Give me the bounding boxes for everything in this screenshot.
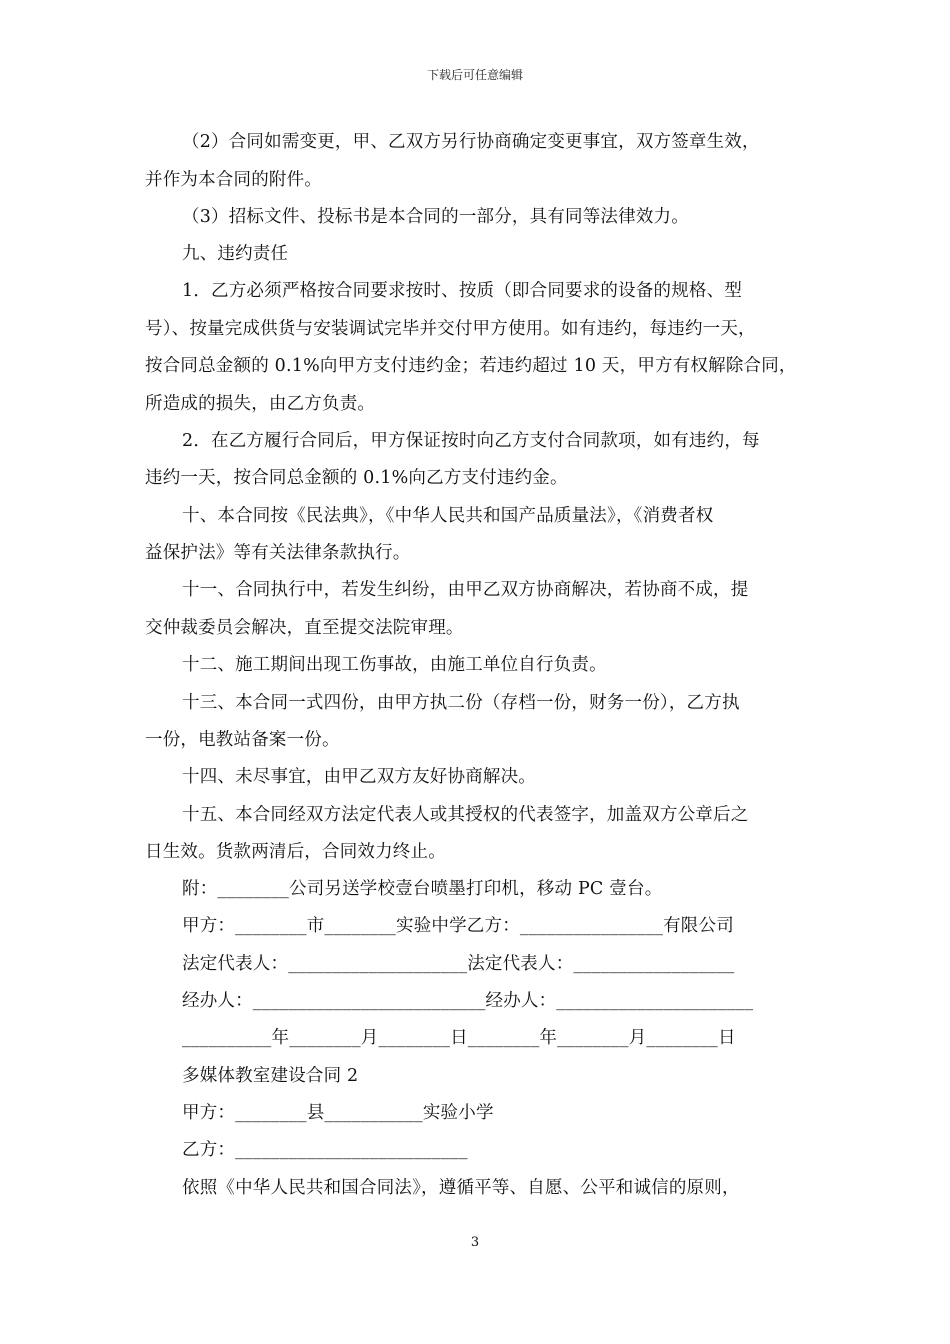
- section-11-line-2: 交仲裁委员会解决，直至提交法院审理。: [145, 618, 464, 638]
- contract-2-preamble: 依照《中华人民共和国合同法》，遵循平等、自愿、公平和诚信的原则，: [182, 1178, 740, 1198]
- section-13-line-2: 一份，电教站备案一份。: [145, 730, 340, 750]
- clause-9-1-line-2: 号）、按量完成供货与安装调试完毕并交付甲方使用。如有违约，每违约一天，: [145, 319, 756, 339]
- section-15-line-2: 日生效。货款两清后，合同效力终止。: [145, 842, 446, 862]
- section-12: 十二、施工期间出现工伤事故，由施工单位自行负责。: [182, 655, 607, 675]
- attachment-note: 附：________公司另送学校壹台喷墨打印机，移动 PC 壹台。: [182, 879, 663, 899]
- section-11-line-1: 十一、合同执行中，若发生纠纷，由甲乙双方协商解决，若协商不成，提: [182, 580, 749, 600]
- party-a-b-line: 甲方：________市________实验中学乙方：________________有限公司: [182, 916, 734, 936]
- section-13-line-1: 十三、本合同一式四份，由甲方执二份（存档一份，财务一份），乙方执: [182, 693, 740, 713]
- clause-9-1-line-1: 1．乙方必须严格按合同要求按时、按质（即合同要求的设备的规格、型: [182, 281, 743, 301]
- contract-2-title: 多媒体教室建设合同 2: [182, 1066, 359, 1086]
- clause-9-1-line-4: 所造成的损失，由乙方负责。: [145, 394, 376, 414]
- legal-representative-line: 法定代表人：____________________法定代表人：__________________: [182, 954, 735, 974]
- clause-8-2-line-2: 并作为本合同的附件。: [145, 170, 322, 190]
- section-9-heading: 九、违约责任: [182, 244, 289, 264]
- agent-line: 经办人：__________________________经办人：______________________: [182, 991, 754, 1011]
- page-number: 3: [470, 1235, 480, 1250]
- section-14: 十四、未尽事宜，由甲乙双方友好协商解决。: [182, 767, 536, 787]
- contract-2-party-a: 甲方：________县___________实验小学: [182, 1103, 494, 1123]
- contract-2-party-b: 乙方：__________________________: [182, 1140, 468, 1160]
- clause-9-1-line-3: 按合同总金额的 0.1%向甲方支付违约金；若违约超过 10 天，甲方有权解除合同，: [145, 356, 797, 376]
- page-header: 下载后可任意编辑: [426, 68, 523, 82]
- clause-9-2-line-2: 违约一天，按合同总金额的 0.1%向乙方支付违约金。: [145, 468, 568, 488]
- clause-9-2-line-1: 2．在乙方履行合同后，甲方保证按时向乙方支付合同款项，如有违约，每: [182, 431, 760, 451]
- date-line: __________年________月________日________年________月________日: [182, 1028, 736, 1048]
- clause-8-2-line-1: （2）合同如需变更，甲、乙双方另行协商确定变更事宜，双方签章生效，: [182, 132, 760, 152]
- section-10-line-2: 益保护法》等有关法律条款执行。: [145, 543, 411, 563]
- section-10-line-1: 十、本合同按《民法典》，《中华人民共和国产品质量法》，《消费者权: [182, 506, 714, 526]
- clause-8-3: （3）招标文件、投标书是本合同的一部分，具有同等法律效力。: [182, 207, 689, 227]
- section-15-line-1: 十五、本合同经双方法定代表人或其授权的代表签字，加盖双方公章后之: [182, 805, 749, 825]
